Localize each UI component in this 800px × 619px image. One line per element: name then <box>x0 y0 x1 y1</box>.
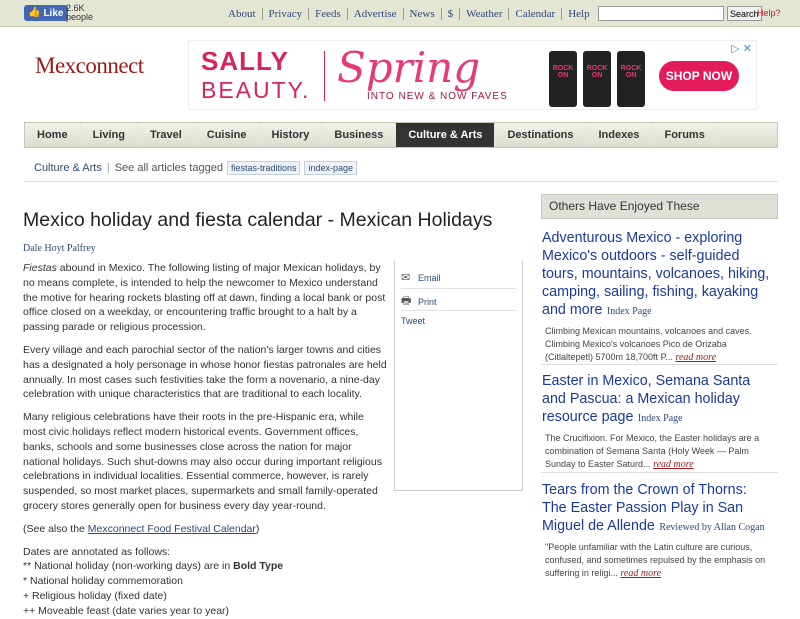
sidebar-article-link[interactable]: Easter in Mexico, Semana Santa and Pascua: a Mexican holiday resource page <box>542 373 751 425</box>
breadcrumb <box>24 155 778 182</box>
utility-nav-calendar[interactable]: Calendar <box>509 8 562 20</box>
print-link[interactable]: 🖶 Print <box>401 292 437 311</box>
ad-shop-now-button[interactable]: SHOP NOW <box>659 61 739 91</box>
utility-nav-feeds[interactable]: Feeds <box>309 8 348 20</box>
tweet-link[interactable]: Tweet <box>401 316 426 326</box>
ad-product-image: ROCK ON <box>617 51 645 107</box>
article-paragraph-text: abound in Mexico. The following listing of major Mexican holidays, by no means complete, is intended to help the newcomer to Mexico understand the motive for hearing rockets blasting off at dawn, finding a local bank or post office closed on a weekday, or encountering traffic brought to a halt by a passing parade or religious procession. <box>23 262 386 334</box>
breadcrumb-section-link[interactable]: Culture & Arts <box>34 162 102 174</box>
divider <box>401 288 516 289</box>
utility-nav-weather[interactable]: Weather <box>460 8 509 20</box>
like-count: 2.6K people <box>66 3 94 22</box>
divider <box>541 364 778 365</box>
main-nav-destinations[interactable]: Destinations <box>495 123 586 147</box>
legend-intro: Dates are annotated as follows: <box>23 545 171 558</box>
read-more-link[interactable]: read more <box>675 352 717 363</box>
utility-nav-currency[interactable]: $ <box>442 8 461 20</box>
main-nav-home[interactable]: Home <box>25 123 81 147</box>
tag-link[interactable]: index-page <box>304 161 357 175</box>
ad-product-image: ROCK ON <box>583 51 611 107</box>
share-box <box>394 261 523 491</box>
utility-nav-privacy[interactable]: Privacy <box>263 8 310 20</box>
search-input[interactable] <box>598 6 724 21</box>
page-title: Mexico holiday and fiesta calendar - Mexican Holidays <box>23 209 493 231</box>
search-button[interactable]: Search <box>727 6 762 21</box>
main-nav-culture-arts[interactable]: Culture & Arts <box>396 123 495 147</box>
food-festival-calendar-link[interactable]: Mexconnect Food Festival Calendar <box>87 522 256 535</box>
legend-item: * National holiday commemoration <box>23 575 183 588</box>
ad-close-icon[interactable]: ▷ ✕ <box>731 43 752 55</box>
utility-nav-advertise[interactable]: Advertise <box>348 8 404 20</box>
legend-item: ++ Moveable feast (date varies year to year) <box>23 604 230 617</box>
article-paragraph: Many religious celebrations have their roots in the pre-Hispanic era, while most civic holidays reflect modern historical events. Government offices, banks, schools and some businesses close across the nation for major national holidays. Such shut-downs may also occur during important religious celebrations in individual localities. Essential commerce, however, is rarely suspended, so most market places, supermarkets and small family-operated grocery stores generally open for business every day year-round. <box>23 411 382 512</box>
facebook-like-button[interactable] <box>24 5 68 21</box>
sidebar-heading: Others Have Enjoyed These <box>541 194 778 219</box>
sidebar-article-excerpt: Climbing Mexican mountains, volcanoes and caves. Climbing Mexico's volcanoes Pico de Orizaba (Citlaltepetl) 5700m 18,700ft P... read more <box>545 326 752 363</box>
email-link[interactable]: ✉ Email <box>401 272 441 284</box>
site-logo[interactable]: Mexconnect <box>35 53 144 78</box>
sidebar-article <box>542 372 774 471</box>
sidebar-article <box>542 481 774 580</box>
sidebar-article-excerpt: The Crucifixion. For Mexico, the Easter holidays are a combination of Semana Santa (Holy Week — Palm Sunday to Easter Saturd... read more <box>545 433 760 470</box>
sidebar-article-tag: Index Page <box>606 306 652 317</box>
article-paragraph <box>23 261 388 335</box>
like-label: Like <box>43 7 64 19</box>
legend-item: ** National holiday (non-working days) are in Bold Type <box>23 560 284 573</box>
main-nav-history[interactable]: History <box>260 123 323 147</box>
read-more-link[interactable]: read more <box>653 459 694 470</box>
article-lead-word: Fiestas <box>23 262 57 274</box>
advertisement-banner[interactable] <box>188 40 757 110</box>
ad-brand-line1: SALLY <box>201 46 289 76</box>
main-nav-travel[interactable]: Travel <box>138 123 195 147</box>
main-nav-forums[interactable]: Forums <box>652 123 717 147</box>
legend-item: + Religious holiday (fixed date) <box>23 589 167 602</box>
article-paragraph: Every village and each parochial sector of the nation's larger towns and cities has a designated a holy personage in whose honor fiestas patronales are held annually. In most cases such festivities take the form a novenario, a nine-day celebration with unique characteristics that are traditional to each locality. <box>23 343 387 401</box>
utility-nav-help[interactable]: Help <box>568 8 590 20</box>
top-bar <box>0 0 800 27</box>
legend-list <box>23 545 388 619</box>
ad-subline: INTO NEW & NOW FAVES <box>367 91 508 102</box>
printer-icon: 🖶 <box>401 295 412 307</box>
main-nav-business[interactable]: Business <box>322 123 396 147</box>
ad-divider <box>324 51 325 101</box>
breadcrumb-separator: | <box>106 162 110 174</box>
divider <box>401 310 516 311</box>
utility-nav-about[interactable]: About <box>222 8 263 20</box>
sidebar-article-tag: Reviewed by Allan Cogan <box>659 522 765 533</box>
ad-headline: Spring <box>337 43 481 92</box>
envelope-icon: ✉ <box>401 272 411 284</box>
main-nav-indexes[interactable]: Indexes <box>587 123 653 147</box>
utility-nav <box>222 8 596 20</box>
sidebar-article-tag: Index Page <box>637 413 683 424</box>
breadcrumb-tag-prefix: See all articles tagged <box>114 162 223 174</box>
sidebar-article-link[interactable]: Tears from the Crown of Thorns: The Easter Passion Play in San Miguel de Allende <box>542 482 747 534</box>
divider <box>541 472 778 473</box>
main-nav-cuisine[interactable]: Cuisine <box>195 123 260 147</box>
help-link[interactable]: Help? <box>757 8 781 18</box>
ad-brand-line2: BEAUTY. <box>201 77 311 103</box>
tag-link[interactable]: fiestas-traditions <box>227 161 301 175</box>
see-also-paragraph: (See also the Mexconnect Food Festival Calendar) <box>23 522 260 535</box>
thumbs-up-icon: 👍 <box>28 7 41 18</box>
ad-product-image: ROCK ON <box>549 51 577 107</box>
article-body <box>23 261 388 619</box>
sidebar-article-link[interactable]: Adventurous Mexico - exploring Mexico's outdoors - self-guided tours, mountains, volcanoes, hiking, camping, sailing, fishing, kayaking and more <box>542 230 770 318</box>
utility-nav-news[interactable]: News <box>404 8 442 20</box>
author-link[interactable]: Dale Hoyt Palfrey <box>23 243 96 254</box>
main-nav-living[interactable]: Living <box>81 123 138 147</box>
main-nav <box>24 122 778 148</box>
sidebar-article <box>542 229 774 364</box>
read-more-link[interactable]: read more <box>620 568 662 579</box>
sidebar-article-excerpt: "People unfamiliar with the Latin culture are curious, confused, and sometimes repulsed by the emphasis on suffering in religi... read more <box>545 542 766 579</box>
